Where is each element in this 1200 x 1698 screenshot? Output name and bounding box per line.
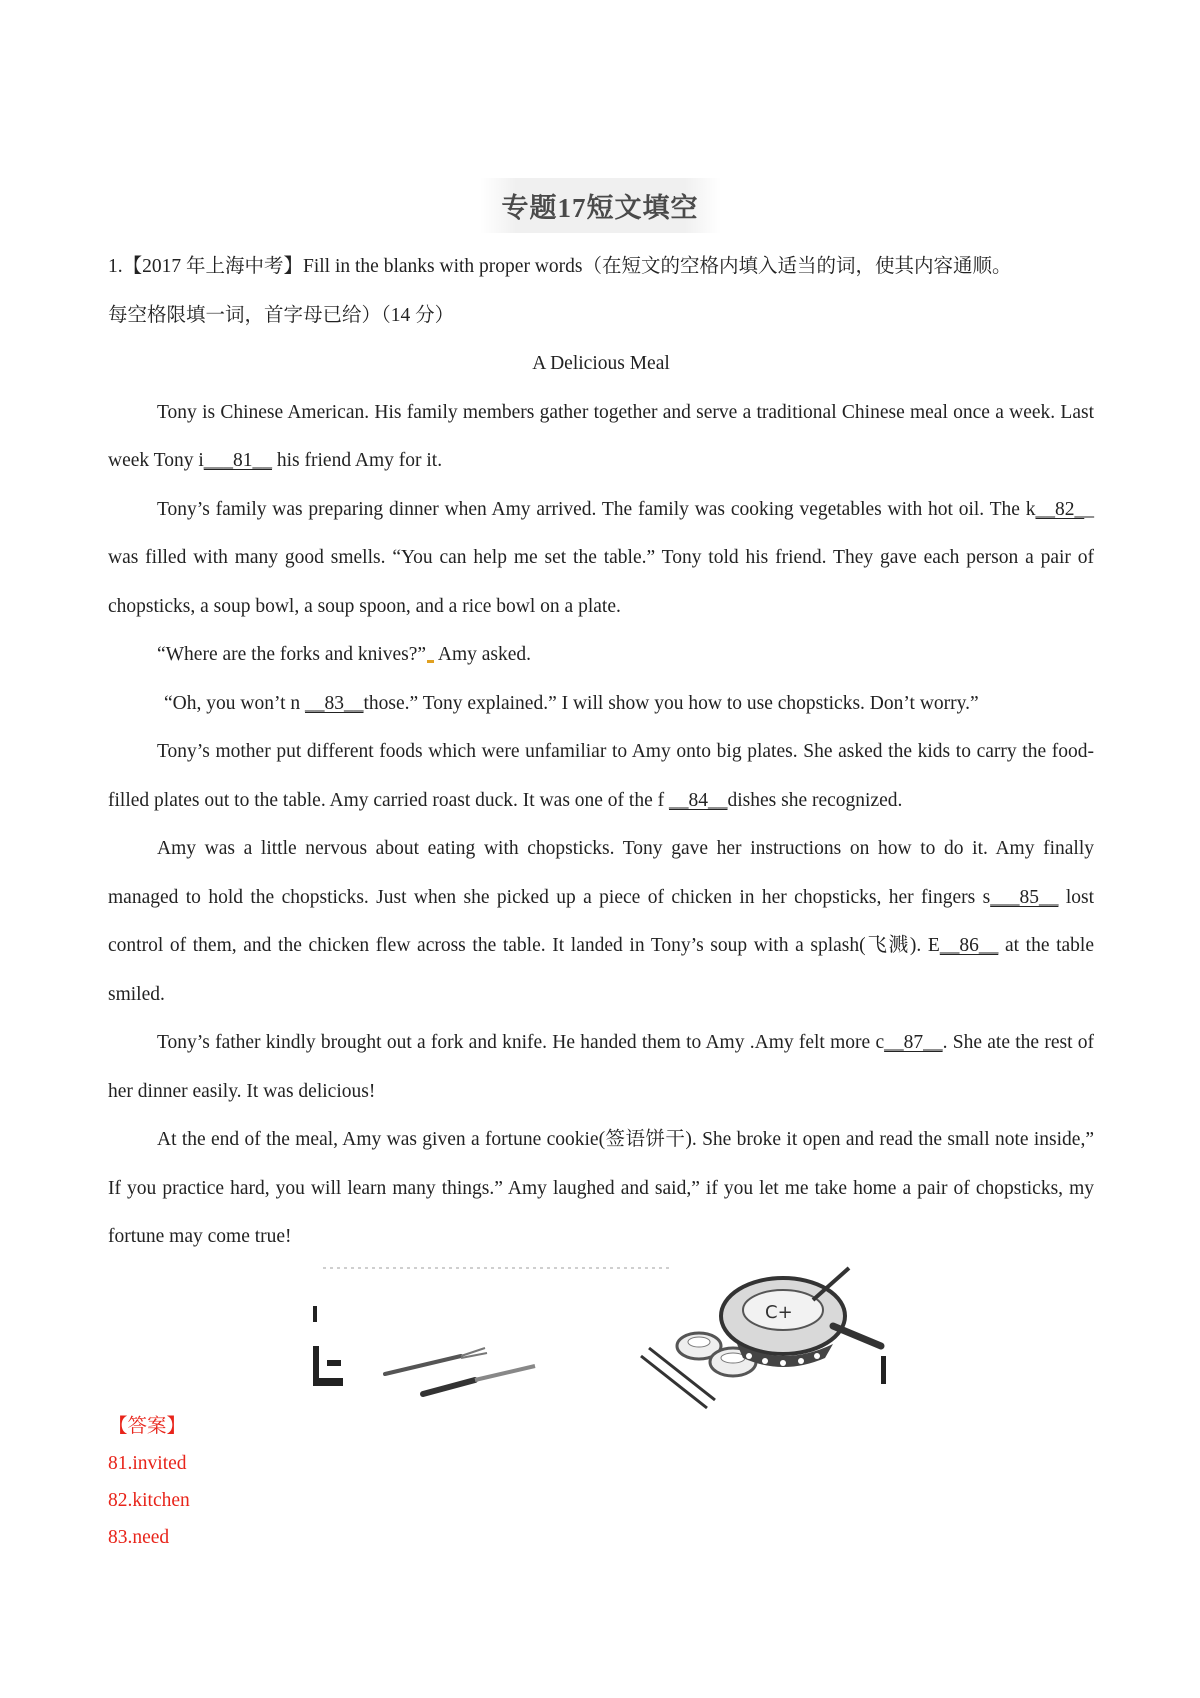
question-intro-line1: 1.【2017 年上海中考】Fill in the blanks with proper words（在短文的空格内填入适当的词，使其内容通顺。: [108, 256, 1012, 277]
blank-83: __83__: [305, 692, 364, 714]
blank-82: __82_: [1035, 498, 1085, 520]
passage-paragraph-5: Tony’s mother put different foods which were unfamiliar to Amy onto big plates. She asked the kids to carry the food-filled plates out to the table. Amy carried roast duck. It was one of the f __84__dishes she recognized.: [108, 741, 1094, 811]
passage-paragraph-3: “Where are the forks and knives?” Amy asked.: [157, 644, 532, 665]
passage-paragraph-1: Tony is Chinese American. His family members gather together and serve a traditional Chinese meal once a week. Last week Tony i___81__ his friend Amy for it.: [108, 401, 1094, 471]
passage-heading: A Delicious Meal: [532, 353, 670, 374]
passage-paragraph-4: “Oh, you won’t n __83__those.” Tony explained.” I will show you how to use chopsticks. Don’t worry.”: [164, 692, 979, 714]
passage-paragraph-6: Amy was a little nervous about eating with chopsticks. Tony gave her instructions on how to do it. Amy finally managed to hold the chopsticks. Just when she picked up a piece of chicken in her chopsticks, her fingers s___85__ lost control of them, and the chicken flew across the table. It landed in Tony’s soup with a splash(飞溅). E__86__ at the table smiled.: [108, 838, 1095, 1005]
answers-section: [108, 1408, 190, 1556]
blank-85: ___85__: [990, 886, 1059, 908]
illustration-table-setting: [313, 1260, 899, 1410]
blank-87: __87__: [884, 1032, 943, 1053]
page-title: [0, 178, 1200, 233]
page-title-text: 专题17短文填空: [480, 178, 721, 233]
passage-paragraph-8: At the end of the meal, Amy was given a fortune cookie(签语饼干). She broke it open and read the small note inside,” If you practice hard, you will learn many things.” Amy laughed and said,” if you let me take home a pair of chopsticks, my fortune may come true!: [108, 1129, 1094, 1247]
answer-83: 83.need: [108, 1527, 170, 1548]
answers-label: 【答案】: [108, 1416, 187, 1437]
question-content: [108, 243, 1094, 1262]
blank-86: __86__: [939, 935, 999, 956]
passage-paragraph-7: Tony’s father kindly brought out a fork and knife. He handed them to Amy .Amy felt more c__87__. She ate the rest of her dinner easily. It was delicious!: [108, 1032, 1094, 1102]
passage-paragraph-2: Tony’s family was preparing dinner when Amy arrived. The family was cooking vegetables with hot oil. The k__82__ was filled with many good smells. “You can help me set the table.” Tony told his friend. They gave each person a pair of chopsticks, a soup bowl, a soup spoon, and a rice bowl on a plate.: [108, 498, 1094, 617]
blank-81: ___81__: [203, 450, 273, 471]
answer-81: 81.invited: [108, 1453, 187, 1474]
answer-82: 82.kitchen: [108, 1490, 190, 1511]
question-intro-line2: 每空格限填一词，首字母已给）（14 分）: [108, 304, 455, 326]
blank-84: __84__: [669, 789, 728, 811]
svg-text:C+: C+: [765, 1302, 793, 1323]
